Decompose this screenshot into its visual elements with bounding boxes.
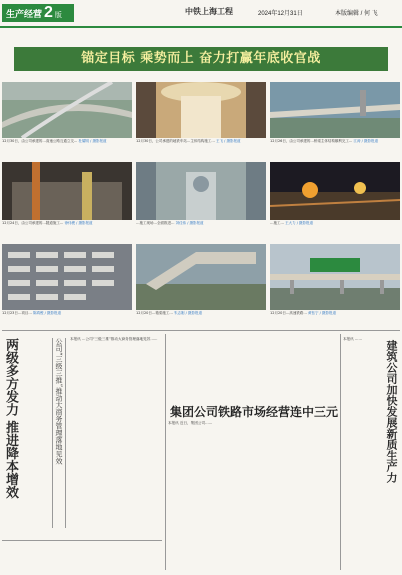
photo-8-caption: 12月20日…箱梁施工… xyxy=(136,311,173,315)
left-article-title: 两级多方发力 推进降本增效 xyxy=(3,338,18,499)
photo-6-caption: …施工… xyxy=(270,221,284,225)
photo-1-caption: 12月30日，由公司承建的…高速公路互通立交… xyxy=(2,139,78,143)
right-article-title: 建筑公司加快发展新质生产力 xyxy=(385,340,398,483)
photo-1-author: 杜耀明 / 摄影报道 xyxy=(78,139,107,143)
photo-6 xyxy=(270,162,400,234)
photo-5 xyxy=(136,162,266,234)
left-article-body: 本报讯 …公司“三级三推”推动大商务管理落地见效…… xyxy=(70,337,158,341)
banner-headline: 锚定目标 乘势而上 奋力打赢年底收官战 xyxy=(14,47,388,71)
photo-2-caption: 12月30日，公司承建的地铁车站…主体结构施工… xyxy=(136,139,215,143)
right-article-body: 本报讯 …… xyxy=(343,337,363,341)
photo-5-author: 刘佳伟 / 摄影报道 xyxy=(175,221,204,225)
photo-1 xyxy=(2,82,132,154)
page-suffix: 版 xyxy=(54,12,62,19)
photo-4-caption: 12月24日，由公司承建的…隧道施工… xyxy=(2,221,64,225)
photo-railway-bridge xyxy=(270,244,400,310)
photo-8-author: 朱志刚 / 摄影报道 xyxy=(174,311,202,315)
section-tag xyxy=(2,4,74,22)
center-divider xyxy=(165,334,166,570)
left-footer-rule xyxy=(2,540,162,541)
photo-2 xyxy=(136,82,266,154)
photo-precast-yard xyxy=(2,244,132,310)
photo-highway-interchange xyxy=(2,82,132,138)
photo-construction-site xyxy=(136,162,266,220)
issue-date: 2024年12月31日 xyxy=(258,11,303,17)
right-divider xyxy=(340,334,341,570)
photo-tunnel-workers xyxy=(2,162,132,220)
section-label: 生产经营 xyxy=(6,9,43,19)
photo-3-caption: 12月26日，由公司承建的…桥梁主体结构顺利完工… xyxy=(270,139,353,143)
page-number: 2 xyxy=(44,4,53,21)
photo-7-author: 陈鸿俊 / 摄影报道 xyxy=(33,311,61,315)
photo-4-author: 徐伟俊 / 摄影报道 xyxy=(64,221,93,225)
photo-7 xyxy=(2,244,132,324)
paper-name: 中铁上海工程 xyxy=(185,7,233,16)
photo-5-caption: …施工现场…全面推进… xyxy=(136,221,175,225)
photo-6-author: 王大力 / 摄影报道 xyxy=(285,221,314,225)
page-header xyxy=(0,0,402,40)
center-article-title: 集团公司铁路市场经营连中三元 xyxy=(170,405,339,419)
photo-3-author: 江涛 / 摄影报道 xyxy=(353,139,378,143)
photo-7-caption: 12月23日…项目… xyxy=(2,311,32,315)
photo-night-welding xyxy=(270,162,400,220)
photo-9-author: 黄钰宁 / 摄影报道 xyxy=(308,311,336,315)
editor-credit: 本版编辑 / 何 飞 xyxy=(335,11,378,17)
photo-box-girder xyxy=(136,244,266,310)
photo-4 xyxy=(2,162,132,234)
photo-9-caption: 12月20日…高速铁路… xyxy=(270,311,307,315)
left-article-subtitle: 公司“三级三推”推动大商务管理落地见效 xyxy=(52,338,66,528)
photo-9 xyxy=(270,244,400,324)
photo-8 xyxy=(136,244,266,324)
photo-bridge xyxy=(270,82,400,138)
center-article-body: 本报讯 近日，集团公司…… xyxy=(168,421,213,425)
header-rule xyxy=(0,26,402,28)
photo-subway-station xyxy=(136,82,266,138)
photo-2-author: 王飞 / 摄影报道 xyxy=(216,139,241,143)
divider-rule xyxy=(2,330,400,331)
photo-3 xyxy=(270,82,400,154)
